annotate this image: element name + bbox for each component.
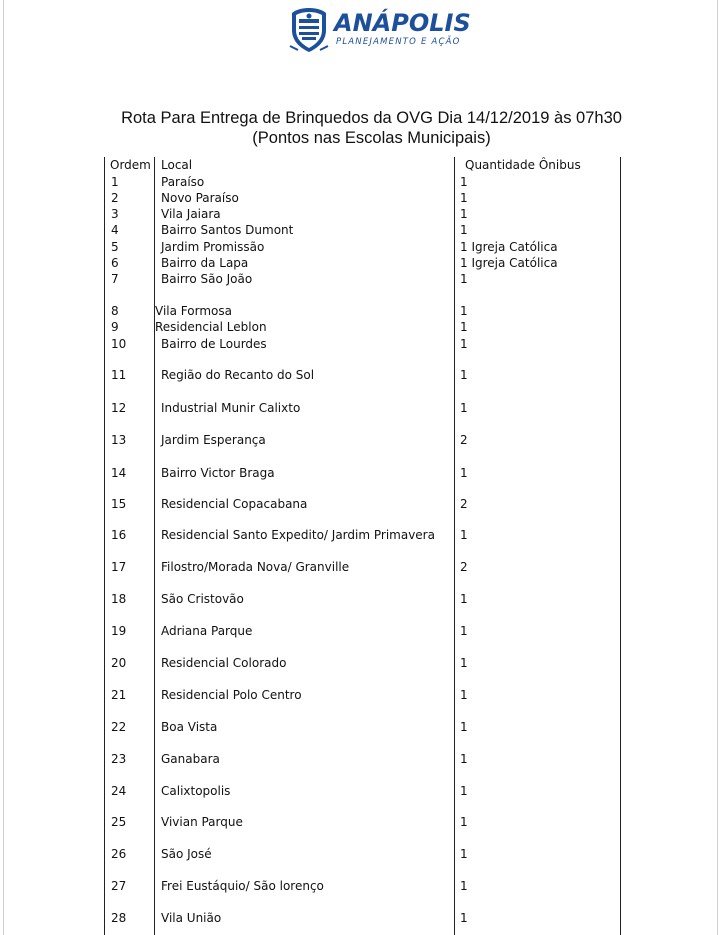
row-local: Residencial Leblon [155,320,267,334]
row-quantidade: 1 [460,879,468,893]
row-quantidade: 2 [460,433,468,447]
row-ordem: 24 [111,784,127,798]
row-local: Adriana Parque [161,624,253,638]
row-quantidade: 1 Igreja Católica [460,240,558,254]
row-ordem: 1 [111,175,119,189]
row-quantidade: 1 [460,320,468,334]
row-quantidade: 1 [460,624,468,638]
row-quantidade: 1 [460,784,468,798]
row-ordem: 17 [111,560,127,574]
row-ordem: 7 [111,272,119,286]
row-quantidade: 1 [460,688,468,702]
row-local: Ganabara [161,752,220,766]
row-local: Região do Recanto do Sol [161,368,315,382]
row-local: São Cristovão [161,592,244,606]
row-ordem: 10 [111,337,127,351]
row-quantidade: 1 [460,272,468,286]
row-quantidade: 1 [460,847,468,861]
row-ordem: 6 [111,256,119,270]
city-logo [286,6,471,54]
row-quantidade: 1 [460,815,468,829]
row-local: Vila Formosa [155,304,232,318]
row-quantidade: 1 [460,656,468,670]
row-ordem: 11 [111,368,127,382]
row-ordem: 21 [111,688,127,702]
row-local: Bairro da Lapa [161,256,249,270]
row-local: Bairro Victor Braga [161,466,275,480]
row-quantidade: 2 [460,560,468,574]
row-quantidade: 1 [460,368,468,382]
row-local: Vila União [161,911,222,925]
row-local: Bairro de Lourdes [161,337,267,351]
row-ordem: 28 [111,911,127,925]
row-ordem: 19 [111,624,127,638]
row-quantidade: 1 [460,720,468,734]
row-quantidade: 1 [460,911,468,925]
column-header-ordem: Ordem [110,158,151,172]
column-header-local: Local [161,158,193,172]
title-line-1: Rota Para Entrega de Brinquedos da OVG Dia 14/12/2019 às 07h30 [121,109,622,127]
row-ordem: 9 [111,320,119,334]
row-quantidade: 1 [460,207,468,221]
table-border-right [620,157,621,935]
route-table [104,157,622,935]
row-quantidade: 2 [460,497,468,511]
row-local: Vivian Parque [161,815,243,829]
logo-tagline: PLANEJAMENTO E AÇÃO [336,37,461,47]
row-quantidade: 1 [460,223,468,237]
row-quantidade: 1 [460,528,468,542]
row-ordem: 27 [111,879,127,893]
row-ordem: 18 [111,592,127,606]
row-quantidade: 1 [460,304,468,318]
row-local: Residencial Polo Centro [161,688,302,702]
row-ordem: 16 [111,528,127,542]
row-ordem: 4 [111,223,119,237]
table-border-left [104,157,105,935]
row-local: Jardim Esperança [161,433,266,447]
row-local: Frei Eustáquio/ São lorenço [161,879,324,893]
row-ordem: 14 [111,466,127,480]
row-quantidade: 1 [460,466,468,480]
row-quantidade: 1 [460,337,468,351]
row-ordem: 22 [111,720,127,734]
table-divider-ordem [154,157,155,935]
city-coat-of-arms-icon [288,6,330,54]
table-divider-local [454,157,455,935]
row-local: Calixtopolis [161,784,231,798]
row-local: São José [161,847,212,861]
row-ordem: 8 [111,304,119,318]
row-local: Bairro Santos Dumont [161,223,294,237]
row-ordem: 5 [111,240,119,254]
row-ordem: 23 [111,752,127,766]
row-local: Industrial Munir Calixto [161,401,301,415]
row-local: Filostro/Morada Nova/ Granville [161,560,350,574]
row-local: Novo Paraíso [161,191,239,205]
row-local: Jardim Promissão [161,240,265,254]
row-quantidade: 1 Igreja Católica [460,256,558,270]
row-local: Vila Jaiara [161,207,221,221]
row-local: Residencial Santo Expedito/ Jardim Primavera [161,528,435,542]
logo-brand-text: ANÁPOLIS [334,9,471,37]
column-header-quantidade: Quantidade Ônibus [465,158,581,172]
row-quantidade: 1 [460,401,468,415]
row-ordem: 25 [111,815,127,829]
row-local: Boa Vista [161,720,218,734]
row-local: Residencial Colorado [161,656,287,670]
row-quantidade: 1 [460,752,468,766]
row-ordem: 26 [111,847,127,861]
row-quantidade: 1 [460,592,468,606]
row-local: Residencial Copacabana [161,497,308,511]
row-ordem: 20 [111,656,127,670]
row-ordem: 2 [111,191,119,205]
row-ordem: 15 [111,497,127,511]
row-quantidade: 1 [460,191,468,205]
row-local: Bairro São João [161,272,253,286]
row-ordem: 3 [111,207,119,221]
row-ordem: 13 [111,433,127,447]
row-quantidade: 1 [460,175,468,189]
row-ordem: 12 [111,401,127,415]
document-title [0,108,720,148]
row-local: Paraíso [161,175,205,189]
title-line-2: (Pontos nas Escolas Municipais) [252,129,491,147]
